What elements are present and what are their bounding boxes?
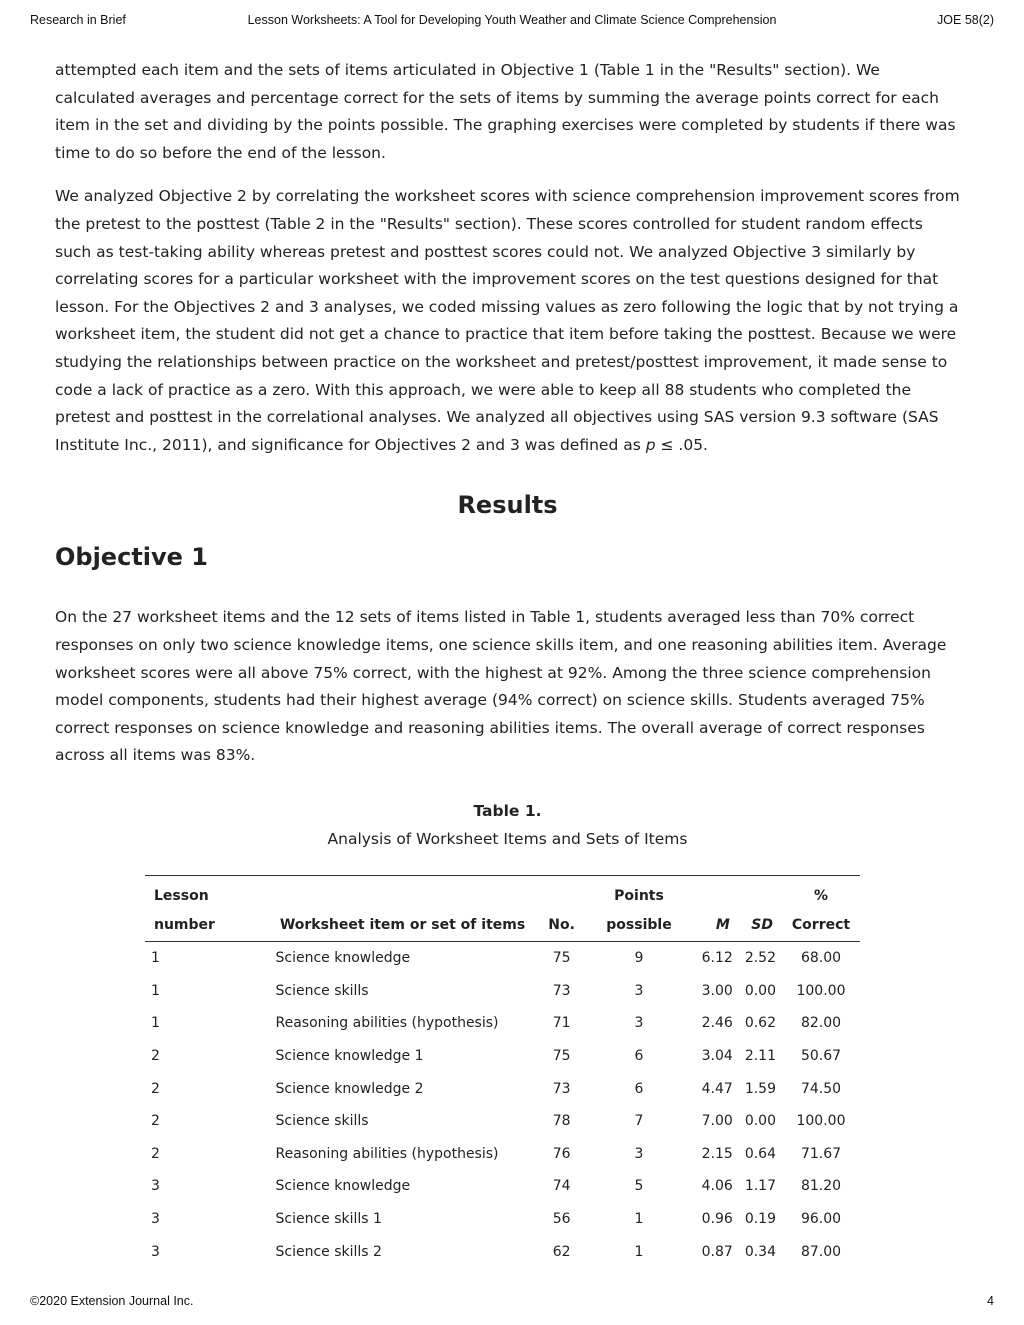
cell-points: 3: [634, 982, 644, 999]
cell-percent: 96.00: [800, 1211, 842, 1228]
cell-no: 75: [552, 950, 571, 967]
cell-item: Reasoning abilities (hypothesis): [275, 1015, 499, 1032]
cell-sd: 0.64: [744, 1145, 776, 1162]
cell-sd: 2.11: [744, 1048, 776, 1065]
p-symbol: p: [645, 435, 656, 454]
footer-copyright: ©2020 Extension Journal Inc.: [30, 1294, 194, 1308]
cell-lesson: 2: [151, 1113, 160, 1130]
cell-lesson: 3: [151, 1211, 160, 1228]
cell-points: 3: [634, 1145, 644, 1162]
cell-no: 71: [552, 1015, 571, 1032]
paragraph-objective-analysis-text: We analyzed Objective 2 by correlating the worksheet scores with science comprehension improvement scores from the pretest to the posttest (Table 2 in the "Results" section). These scores controlled for student random effects such as test-taking ability whereas pretest and posttest scores could not. We analyzed Objective 3 similarly by correlating scores for a particular worksheet with the improvement scores on the test questions designed for that lesson. For the Objectives 2 and 3 analyses, we coded missing values as zero following the logic that by not trying a worksheet item, the student did not get a chance to practice that item before taking the posttest. Because we were studying the relationships between practice on the worksheet and pretest/posttest improvement, it made sense to code a lack of practice as a zero. With this approach, we were able to keep all 88 students who completed the pretest and posttest in the correlational analyses. We analyzed all objectives using SAS version 9.3 software (SAS Institute Inc., 2011), and significance for Objectives 2 and 3 was defined as: [55, 187, 960, 454]
table-row: [145, 1105, 860, 1138]
table-row: [145, 1235, 860, 1268]
col-header-sd: SD: [739, 909, 782, 942]
cell-mean: 0.96: [701, 1211, 733, 1228]
col-header-points-possible: possible: [589, 909, 689, 942]
col-header-no: No.: [534, 909, 589, 942]
cell-percent: 68.00: [800, 950, 842, 967]
significance-threshold: ≤ .05.: [655, 435, 708, 454]
col-header-item: Worksheet item or set of items: [270, 909, 535, 942]
cell-percent: 87.00: [800, 1243, 842, 1260]
cell-mean: 2.15: [701, 1145, 733, 1162]
table-row: [145, 1040, 860, 1073]
col-header-correct: Correct: [782, 909, 860, 942]
cell-sd: 2.52: [744, 950, 776, 967]
cell-points: 1: [634, 1211, 644, 1228]
cell-lesson: 2: [151, 1048, 160, 1065]
cell-item: Science skills: [275, 982, 369, 999]
cell-no: 78: [552, 1113, 571, 1130]
cell-no: 76: [552, 1145, 571, 1162]
cell-points: 3: [634, 1015, 644, 1032]
cell-points: 9: [634, 950, 644, 967]
cell-no: 73: [552, 982, 571, 999]
table-caption: [55, 797, 960, 853]
cell-lesson: 1: [151, 1015, 160, 1032]
cell-no: 56: [552, 1211, 571, 1228]
running-header: [0, 13, 1024, 33]
table-row: [145, 942, 860, 975]
cell-percent: 100.00: [796, 1113, 846, 1130]
cell-percent: 82.00: [800, 1015, 842, 1032]
col-header-mean: M: [689, 909, 739, 942]
cell-mean: 3.00: [701, 982, 733, 999]
table-row: [145, 1138, 860, 1171]
cell-mean: 2.46: [701, 1015, 733, 1032]
col-header-points: Points: [589, 876, 689, 910]
cell-mean: 4.06: [701, 1178, 733, 1195]
table-row: [145, 1170, 860, 1203]
cell-points: 5: [634, 1178, 644, 1195]
col-header-lesson: Lesson: [145, 876, 270, 910]
cell-lesson: 3: [151, 1243, 160, 1260]
table-row: [145, 1203, 860, 1236]
cell-lesson: 1: [151, 950, 160, 967]
cell-percent: 100.00: [796, 982, 846, 999]
cell-sd: 0.34: [744, 1243, 776, 1260]
cell-item: Science knowledge: [275, 950, 411, 967]
cell-sd: 0.00: [744, 982, 776, 999]
table-header-row: [145, 876, 860, 910]
cell-lesson: 2: [151, 1145, 160, 1162]
cell-points: 6: [634, 1080, 644, 1097]
cell-sd: 0.19: [744, 1211, 776, 1228]
table-row: [145, 975, 860, 1008]
cell-item: Science knowledge: [275, 1178, 411, 1195]
paragraph-objective-1-results: On the 27 worksheet items and the 12 sets of items listed in Table 1, students averaged less than 70% correct responses on only two science knowledge items, one science skills item, and one reasoning abilities item. Average worksheet scores were all above 75% correct, with the highest at 92%. Among the three science comprehension model components, students had their highest average (94% correct) on science skills. Students averaged 75% correct responses on science knowledge and reasoning abilities items. The overall average of correct responses across all items was 83%.: [55, 608, 947, 765]
cell-lesson: 2: [151, 1080, 160, 1097]
cell-percent: 81.20: [800, 1178, 842, 1195]
col-header-percent: %: [782, 876, 860, 910]
table-title: Analysis of Worksheet Items and Sets of Items: [327, 829, 688, 848]
page-number: 4: [987, 1294, 994, 1308]
article-body: [55, 57, 960, 853]
table-row: [145, 1072, 860, 1105]
cell-percent: 71.67: [800, 1145, 842, 1162]
cell-mean: 6.12: [701, 950, 733, 967]
cell-lesson: 1: [151, 982, 160, 999]
cell-item: Science knowledge 1: [275, 1048, 424, 1065]
cell-sd: 0.62: [744, 1015, 776, 1032]
cell-item: Science skills: [275, 1113, 369, 1130]
cell-mean: 3.04: [701, 1048, 733, 1065]
table-label: Table 1.: [473, 801, 542, 820]
cell-item: Science knowledge 2: [275, 1080, 424, 1097]
header-article-title: Lesson Worksheets: A Tool for Developing Youth Weather and Climate Science Comprehension: [247, 13, 777, 27]
cell-item: Science skills 2: [275, 1243, 382, 1260]
cell-points: 7: [634, 1113, 644, 1130]
cell-item: Science skills 1: [275, 1211, 382, 1228]
cell-mean: 4.47: [701, 1080, 733, 1097]
paragraph-objective-analysis: [55, 183, 960, 459]
worksheet-items-table: [145, 875, 860, 1268]
col-header-lesson-number: number: [145, 909, 270, 942]
cell-mean: 7.00: [701, 1113, 733, 1130]
cell-percent: 50.67: [800, 1048, 842, 1065]
running-footer: [0, 1294, 1024, 1314]
cell-no: 74: [552, 1178, 571, 1195]
cell-no: 73: [552, 1080, 571, 1097]
section-heading-results: Results: [457, 491, 558, 520]
cell-sd: 0.00: [744, 1113, 776, 1130]
cell-sd: 1.59: [744, 1080, 776, 1097]
cell-sd: 1.17: [744, 1178, 776, 1195]
subsection-heading-objective-1: Objective 1: [55, 543, 208, 572]
cell-percent: 74.50: [800, 1080, 842, 1097]
cell-no: 62: [552, 1243, 571, 1260]
cell-points: 6: [634, 1048, 644, 1065]
table-header-row: [145, 909, 860, 942]
paragraph-methods-end: attempted each item and the sets of items articulated in Objective 1 (Table 1 in the "Results" section). We calculated averages and percentage correct for the sets of items by summing the average points correct for each item in the set and dividing by the points possible. The graphing exercises were completed by students if there was time to do so before the end of the lesson.: [55, 61, 956, 162]
header-issue: JOE 58(2): [937, 13, 994, 27]
cell-mean: 0.87: [701, 1243, 733, 1260]
cell-points: 1: [634, 1243, 644, 1260]
cell-lesson: 3: [151, 1178, 160, 1195]
table-row: [145, 1007, 860, 1040]
cell-no: 75: [552, 1048, 571, 1065]
cell-item: Reasoning abilities (hypothesis): [275, 1145, 499, 1162]
header-section: Research in Brief: [30, 13, 126, 27]
